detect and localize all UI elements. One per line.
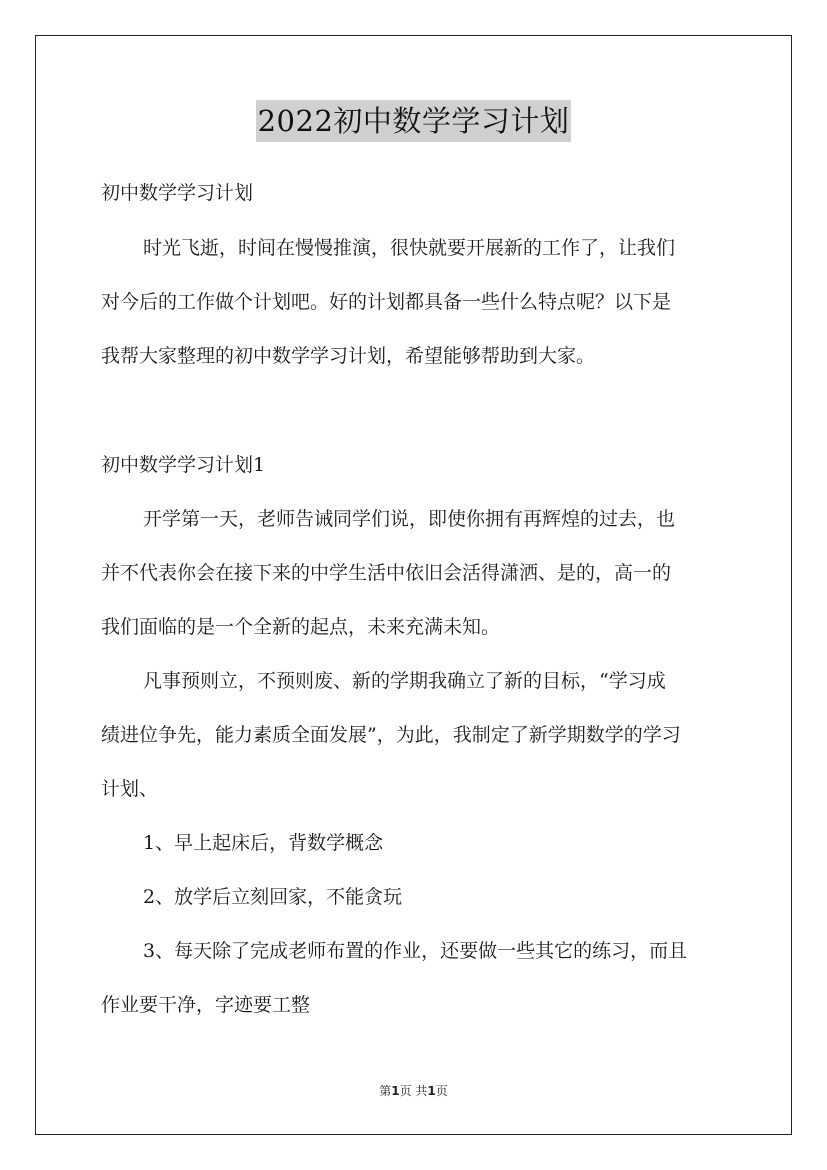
footer-page-suffix: 页 (435, 1084, 448, 1098)
section-heading: 初中数学学习计划1 (101, 454, 266, 476)
footer-page-mid: 页 共 (399, 1084, 428, 1098)
intro-line-3: 我帮大家整理的初中数学学习计划，希望能够帮助到大家。 (101, 345, 596, 367)
footer-page-number: 1 (391, 1084, 400, 1098)
list-item-2: 2、放学后立刻回家，不能贪玩 (143, 886, 403, 908)
para2-line-1: 凡事预则立，不预则废、新的学期我确立了新的目标，“学习成 (143, 670, 666, 692)
intro-line-1: 时光飞逝，时间在慢慢推演，很快就要开展新的工作了，让我们 (143, 237, 676, 259)
intro-line-2: 对今后的工作做个计划吧。好的计划都具备一些什么特点呢？以下是 (101, 291, 672, 313)
para1-line-1: 开学第一天，老师告诫同学们说，即使你拥有再辉煌的过去，也 (143, 508, 676, 530)
list-item-1: 1、早上起床后，背数学概念 (143, 832, 384, 854)
list-item-3: 3、每天除了完成老师布置的作业，还要做一些其它的练习，而且 (143, 940, 688, 962)
para1-line-3: 我们面临的是一个全新的起点，未来充满未知。 (101, 616, 501, 638)
document-subtitle: 初中数学学习计划 (101, 182, 254, 204)
list-item-3-continued: 作业要干净，字迹要工整 (101, 994, 311, 1016)
page-footer (0, 1083, 827, 1099)
footer-total-pages: 1 (427, 1084, 436, 1098)
document-title: 2022初中数学学习计划 (256, 100, 572, 142)
para2-line-2: 绩进位争先，能力素质全面发展”，为此，我制定了新学期数学的学习 (101, 724, 681, 746)
para1-line-2: 并不代表你会在接下来的中学生活中依旧会活得潇洒、是的，高一的 (101, 562, 672, 584)
footer-page-prefix: 第 (379, 1084, 392, 1098)
para2-line-3: 计划、 (101, 778, 159, 800)
title-container (0, 100, 827, 142)
